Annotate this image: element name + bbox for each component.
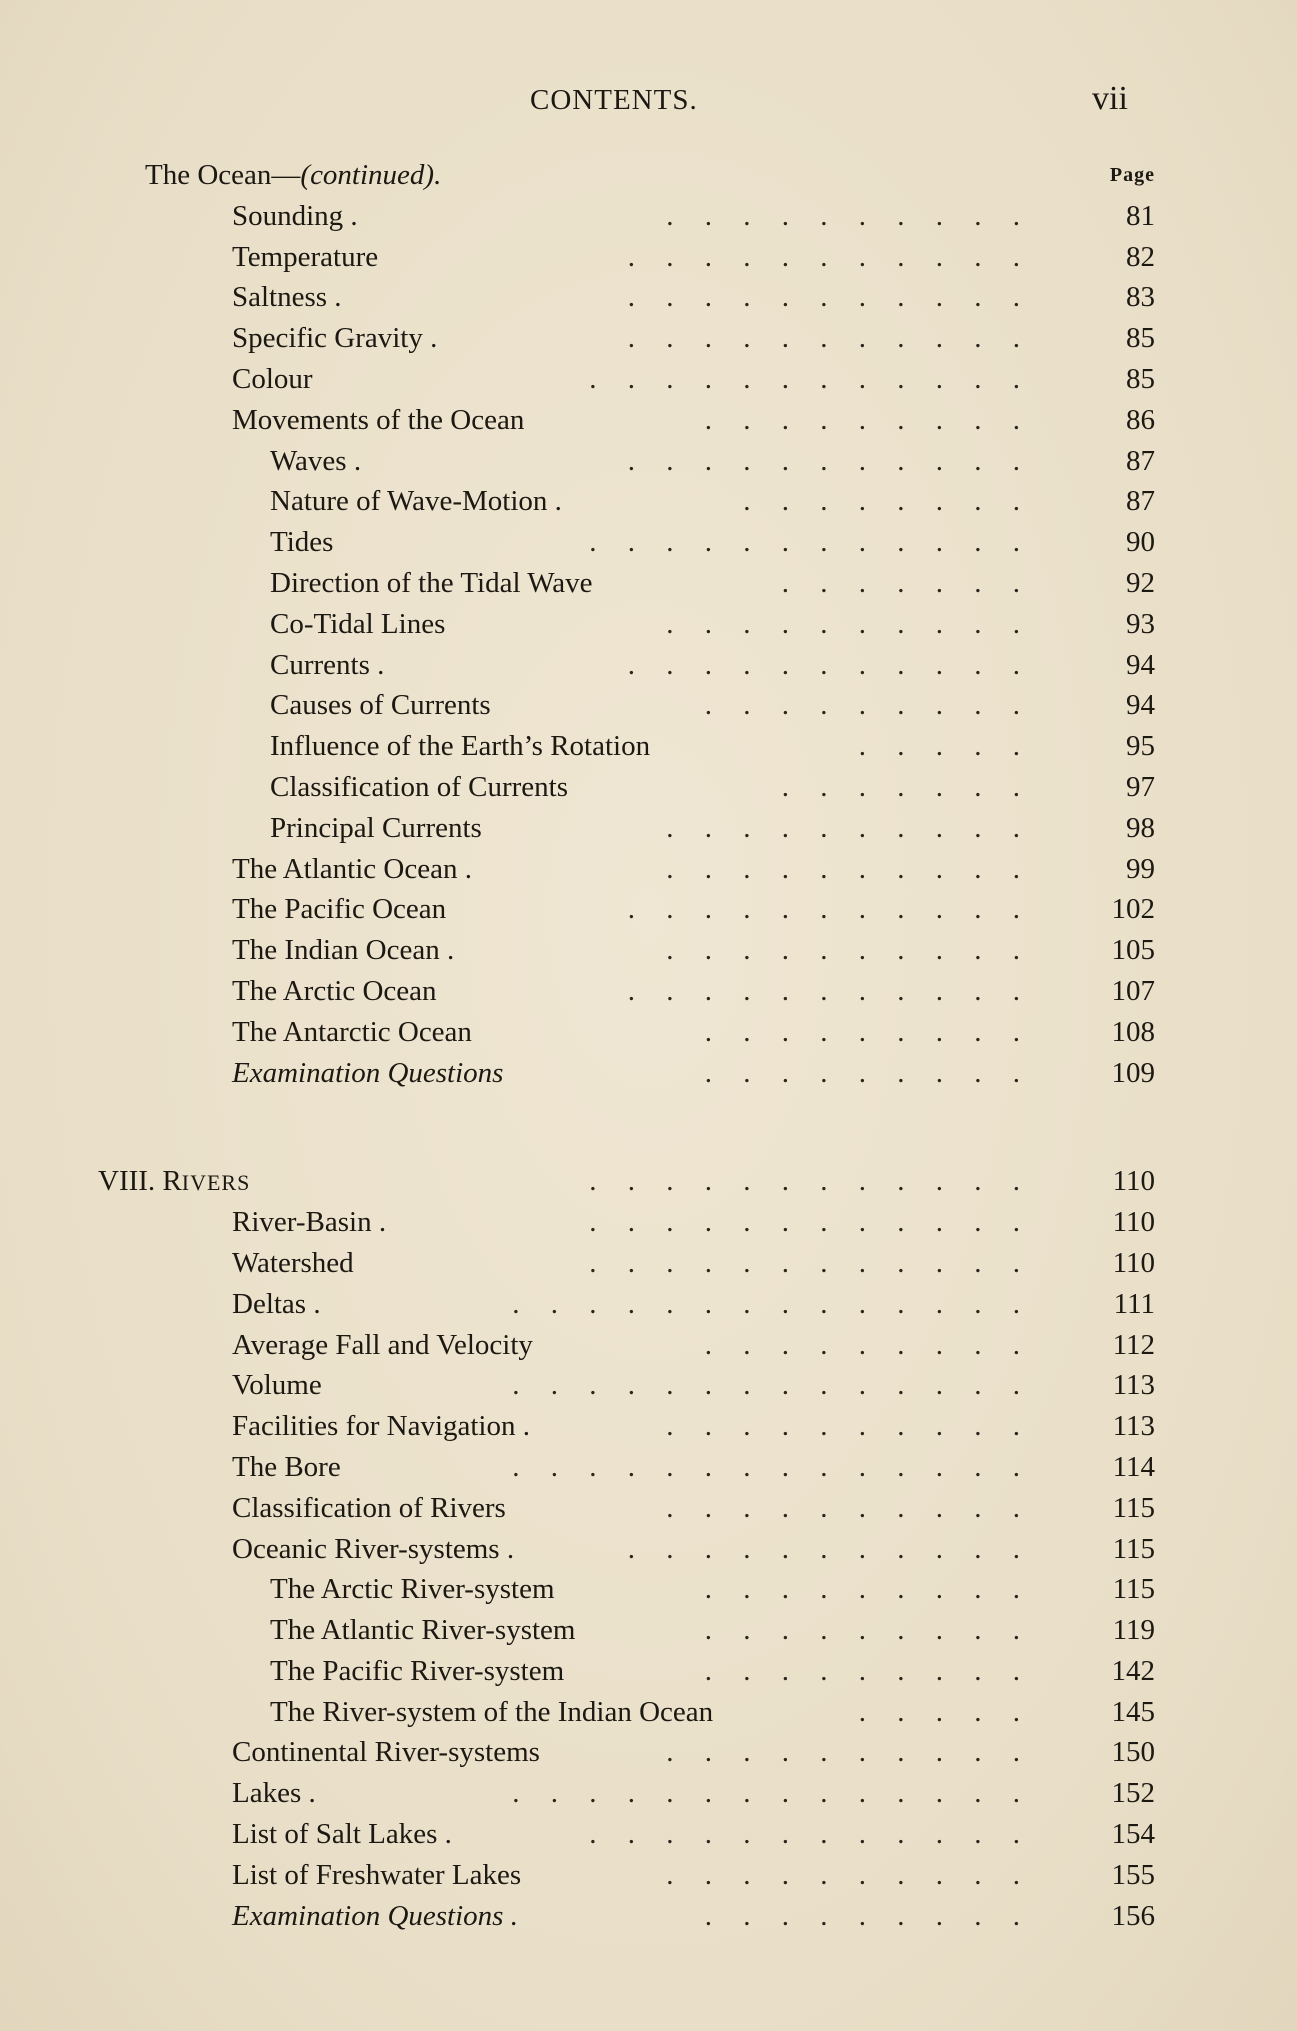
entry-label: Classification of Rivers (232, 1491, 506, 1524)
toc-entry (0, 1406, 1297, 1447)
toc-entry (0, 889, 1297, 930)
toc-entry (0, 1202, 1297, 1243)
toc-entry (0, 767, 1297, 808)
page-number: 145 (1111, 1695, 1155, 1728)
page-number: 94 (1126, 689, 1155, 722)
page-number: 110 (1112, 1165, 1155, 1198)
section-title: The Ocean—(continued). (145, 159, 442, 191)
entry-label: Temperature (232, 240, 379, 273)
page-number: 115 (1112, 1491, 1155, 1524)
entry-label: The Atlantic Ocean . (232, 852, 472, 885)
page-number: 150 (1111, 1736, 1155, 1769)
toc-entry (0, 1325, 1297, 1366)
page-number: 82 (1126, 240, 1155, 273)
dot-leader: . . . . . . . . . (704, 1328, 1032, 1361)
entry-label: The River-system of the Indian Ocean (270, 1695, 714, 1728)
page-number: 154 (1111, 1818, 1155, 1851)
chapter-title: VIII. RIVERS (98, 1165, 251, 1198)
entry-label: The Arctic Ocean (232, 974, 437, 1007)
dot-leader: . . . . . . . . . . . (627, 648, 1032, 681)
entry-label: Tides (270, 526, 334, 559)
dot-leader: . . . . . . . . . . (666, 199, 1032, 232)
dot-leader: . . . . . . . . . . (666, 607, 1032, 640)
dot-leader: . . . . . . . (781, 566, 1032, 599)
page-number: 98 (1126, 811, 1155, 844)
dot-leader: . . . . . (858, 1695, 1032, 1728)
page-number: 111 (1113, 1287, 1155, 1320)
entry-label: Examination Questions . (232, 1899, 518, 1932)
toc-entry (0, 359, 1297, 400)
entry-label: The Pacific River-system (270, 1654, 565, 1687)
toc-entry (0, 1814, 1297, 1855)
dot-leader: . . . . . . . . . (704, 1899, 1032, 1932)
page-number: 86 (1126, 403, 1155, 436)
toc-entry (0, 1243, 1297, 1284)
page-number: 99 (1126, 852, 1155, 885)
page-number: 113 (1112, 1369, 1155, 1402)
page-column-header: Page (1109, 164, 1155, 186)
continued-note: (continued). (300, 159, 442, 191)
dot-leader: . . . . . . . . . . . . (589, 1165, 1032, 1198)
page-number: 102 (1111, 893, 1155, 926)
entry-label: Principal Currents (270, 811, 482, 844)
page-number: 85 (1126, 362, 1155, 395)
dot-leader: . . . . . . . . . . . (627, 240, 1032, 273)
toc-entry (0, 196, 1297, 237)
entry-label: River-Basin . (232, 1206, 387, 1239)
entry-label: Examination Questions (232, 1056, 504, 1089)
entry-label: List of Salt Lakes . (232, 1818, 452, 1851)
entry-label: Continental River-systems (232, 1736, 540, 1769)
dot-leader: . . . . . . . . . . . . (589, 526, 1032, 559)
toc-entry (0, 1365, 1297, 1406)
dot-leader: . . . . . . . . . . . (627, 974, 1032, 1007)
page-folio: vii (1092, 80, 1128, 117)
entry-label: The Pacific Ocean (232, 893, 447, 926)
page-number: 119 (1112, 1614, 1155, 1647)
toc-entry (0, 645, 1297, 686)
page-number: 110 (1112, 1246, 1155, 1279)
dot-leader: . . . . . . . . . . (666, 1736, 1032, 1769)
toc-entry (0, 563, 1297, 604)
dot-leader: . . . . . . . . . . . . . . (512, 1287, 1032, 1320)
toc-entry (0, 1488, 1297, 1529)
entry-label: The Bore (232, 1450, 341, 1483)
running-head-title: CONTENTS. (530, 84, 698, 116)
toc-entry (0, 1732, 1297, 1773)
toc-entry (0, 1447, 1297, 1488)
dot-leader: . . . . . . . . . . . . . . (512, 1777, 1032, 1810)
toc-entry (0, 1012, 1297, 1053)
dot-leader: . . . . . . . . . . . (627, 444, 1032, 477)
entry-label: Currents . (270, 648, 385, 681)
page-number: 81 (1126, 199, 1155, 232)
entry-label: Waves . (270, 444, 362, 477)
toc-entry (0, 1896, 1297, 1937)
dot-leader: . . . . . . . . . . . (627, 893, 1032, 926)
entry-label: Facilities for Navigation . (232, 1410, 530, 1443)
dot-leader: . . . . . . . . . (704, 1614, 1032, 1647)
entry-label: Watershed (232, 1246, 354, 1279)
toc-entry (0, 1284, 1297, 1325)
entry-label: Classification of Currents (270, 770, 569, 803)
toc-entry (0, 1610, 1297, 1651)
page-number: 93 (1126, 607, 1155, 640)
toc-entry (0, 1651, 1297, 1692)
entry-label: Average Fall and Velocity (232, 1328, 533, 1361)
entry-label: Causes of Currents (270, 689, 491, 722)
dot-leader: . . . . . . . . . . (666, 934, 1032, 967)
page-number: 97 (1126, 770, 1155, 803)
page-number: 113 (1112, 1410, 1155, 1443)
dot-leader: . . . . . . . . . (704, 1056, 1032, 1089)
entry-label: Direction of the Tidal Wave (270, 566, 593, 599)
dot-leader: . . . . . . . . . . . . (589, 362, 1032, 395)
page-number: 115 (1112, 1532, 1155, 1565)
toc-entry (0, 808, 1297, 849)
toc-entry (0, 1053, 1297, 1094)
toc-entry (0, 441, 1297, 482)
dot-leader: . . . . . . . . . (704, 1654, 1032, 1687)
page-number: 85 (1126, 322, 1155, 355)
dot-leader: . . . . . . . . . . . . (589, 1818, 1032, 1851)
rivers-entries (0, 1202, 1297, 1936)
page-number: 94 (1126, 648, 1155, 681)
entry-label: Colour (232, 362, 313, 395)
entry-label: Sounding . (232, 199, 358, 232)
dot-leader: . . . . . . . . (743, 485, 1032, 518)
running-head (0, 80, 1297, 124)
dot-leader: . . . . . . . . . . (666, 811, 1032, 844)
section-heading-ocean (0, 155, 1297, 196)
dot-leader: . . . . . . . . . . . . . . (512, 1450, 1032, 1483)
dot-leader: . . . . . . . . . . (666, 1491, 1032, 1524)
page-number: 92 (1126, 566, 1155, 599)
page-number: 87 (1126, 444, 1155, 477)
entry-label: Nature of Wave-Motion . (270, 485, 562, 518)
toc-entry (0, 1529, 1297, 1570)
toc-entry (0, 277, 1297, 318)
entry-label: The Antarctic Ocean (232, 1015, 472, 1048)
dot-leader: . . . . . . . . . . (666, 1410, 1032, 1443)
page-number: 107 (1111, 974, 1155, 1007)
page-number: 110 (1112, 1206, 1155, 1239)
dot-leader: . . . . . . . . . (704, 1015, 1032, 1048)
entry-label: The Arctic River-system (270, 1573, 555, 1606)
dot-leader: . . . . . . . . . (704, 403, 1032, 436)
page-number: 109 (1111, 1056, 1155, 1089)
toc-entry (0, 685, 1297, 726)
toc-entry (0, 726, 1297, 767)
page-number: 87 (1126, 485, 1155, 518)
toc-entry (0, 318, 1297, 359)
page-number: 90 (1126, 526, 1155, 559)
ocean-entries (0, 196, 1297, 1094)
page-number: 95 (1126, 730, 1155, 763)
page-number: 155 (1111, 1858, 1155, 1891)
dot-leader: . . . . . . . . . . . . (589, 1206, 1032, 1239)
dot-leader: . . . . . (858, 730, 1032, 763)
toc-entry (0, 971, 1297, 1012)
dot-leader: . . . . . . . . . (704, 689, 1032, 722)
dot-leader: . . . . . . . . . (704, 1573, 1032, 1606)
entry-label: Specific Gravity . (232, 322, 438, 355)
dot-leader: . . . . . . . . . . . . (589, 1246, 1032, 1279)
entry-label: Deltas . (232, 1287, 321, 1320)
entry-label: Saltness . (232, 281, 342, 314)
dot-leader: . . . . . . . . . . . (627, 1532, 1032, 1565)
section-gap (0, 1093, 1297, 1161)
entry-label: The Atlantic River-system (270, 1614, 576, 1647)
dot-leader: . . . . . . . . . . (666, 1858, 1032, 1891)
entry-label: Movements of the Ocean (232, 403, 525, 436)
toc-entry (0, 930, 1297, 971)
entry-label: Lakes . (232, 1777, 316, 1810)
page-number: 114 (1112, 1450, 1155, 1483)
entry-label: Volume (232, 1369, 322, 1402)
page-number: 142 (1111, 1654, 1155, 1687)
page-number: 105 (1111, 934, 1155, 967)
entry-label: List of Freshwater Lakes (232, 1858, 522, 1891)
toc-entry (0, 1855, 1297, 1896)
dot-leader: . . . . . . . . . . . (627, 322, 1032, 355)
toc-entry (0, 1773, 1297, 1814)
entry-label: The Indian Ocean . (232, 934, 455, 967)
dot-leader: . . . . . . . . . . . . . . (512, 1369, 1032, 1402)
dot-leader: . . . . . . . . . . (666, 852, 1032, 885)
toc-entry (0, 604, 1297, 645)
table-of-contents (0, 155, 1297, 1936)
page-number: 115 (1112, 1573, 1155, 1606)
chapter-heading-rivers (0, 1161, 1297, 1202)
toc-entry (0, 1692, 1297, 1733)
entry-label: Influence of the Earth’s Rotation (270, 730, 651, 763)
dot-leader: . . . . . . . (781, 770, 1032, 803)
entry-label: Co-Tidal Lines (270, 607, 446, 640)
page-number: 108 (1111, 1015, 1155, 1048)
toc-entry (0, 400, 1297, 441)
page-number: 112 (1112, 1328, 1155, 1361)
page-number: 152 (1111, 1777, 1155, 1810)
toc-entry (0, 522, 1297, 563)
toc-entry (0, 481, 1297, 522)
entry-label: Oceanic River-systems . (232, 1532, 515, 1565)
toc-entry (0, 1569, 1297, 1610)
toc-entry (0, 237, 1297, 278)
page-number: 156 (1111, 1899, 1155, 1932)
page-number: 83 (1126, 281, 1155, 314)
dot-leader: . . . . . . . . . . . (627, 281, 1032, 314)
toc-entry (0, 849, 1297, 890)
